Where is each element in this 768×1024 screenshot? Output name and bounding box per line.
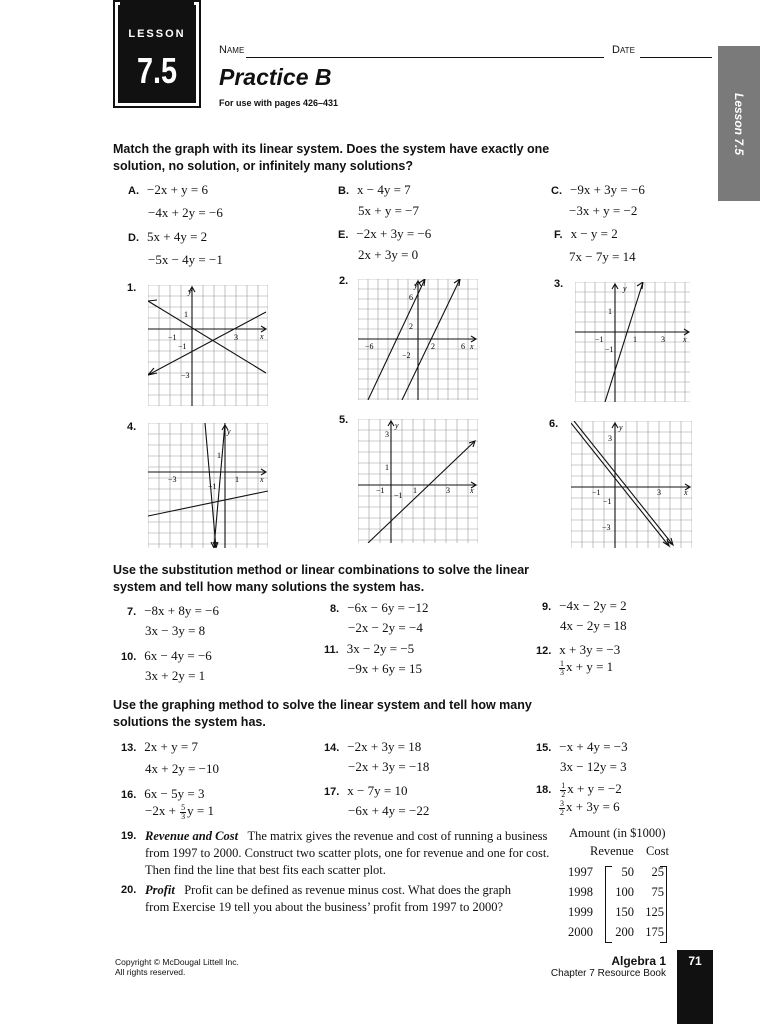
tick-label: −3 bbox=[181, 371, 190, 380]
tick-label: 1 bbox=[235, 475, 239, 484]
matrix-year: 1997 bbox=[568, 865, 593, 879]
section2-instruction: Use the substitution method or linear combinations to solve the linear system and tell how many solutions the system has. bbox=[113, 563, 530, 594]
matrix-revenue: 100 bbox=[615, 885, 634, 899]
graph-2 bbox=[358, 279, 478, 400]
date-label: Date bbox=[612, 44, 635, 56]
matrix-revenue: 150 bbox=[615, 905, 634, 919]
y-axis-label: y bbox=[414, 281, 418, 290]
problem-eq1: 2x + y = 7 bbox=[144, 739, 198, 754]
matrix-year: 2000 bbox=[568, 925, 593, 939]
tick-label: 6 bbox=[409, 293, 413, 302]
tick-label: 3 bbox=[608, 434, 612, 443]
y-axis-label: y bbox=[395, 421, 399, 430]
problem-16 bbox=[121, 785, 215, 821]
system-label: F. bbox=[554, 229, 563, 241]
problem-label: 10. bbox=[121, 651, 137, 663]
problem-eq1: x − 7y = 10 bbox=[347, 783, 408, 798]
problem-eq2: 3x − 12y = 3 bbox=[560, 759, 627, 774]
page-subtitle: For use with pages 426–431 bbox=[219, 98, 339, 108]
system-eq2: −5x − 4y = −1 bbox=[148, 252, 223, 267]
graph-label: 1. bbox=[127, 282, 137, 294]
tick-label: −1 bbox=[168, 333, 177, 342]
matrix-cost: 75 bbox=[651, 885, 664, 899]
page-number-box bbox=[677, 950, 713, 1024]
system-d bbox=[128, 228, 223, 267]
problem-eq2: $\frac{1}{3}$ x + y = 1 bbox=[560, 658, 614, 677]
system-eq1: −2x + 3y = −6 bbox=[356, 226, 432, 241]
copyright-line: Copyright © McDougal Littell Inc. bbox=[115, 957, 239, 967]
problem-label: 15. bbox=[536, 742, 552, 754]
problem-label: 8. bbox=[330, 603, 340, 615]
problem-14 bbox=[324, 738, 430, 774]
matrix-col-cost: Cost bbox=[646, 844, 669, 858]
problem-18 bbox=[536, 780, 622, 817]
system-eq2: 5x + y = −7 bbox=[358, 203, 419, 218]
system-a bbox=[128, 181, 223, 220]
tick-label: 6 bbox=[461, 342, 465, 351]
problem-eq1: −2x + 3y = 18 bbox=[347, 739, 422, 754]
problem-eq2: 3x − 3y = 8 bbox=[145, 623, 206, 638]
y-axis-label: y bbox=[623, 284, 627, 293]
system-eq1: x − 4y = 7 bbox=[357, 182, 411, 197]
problem-label: 9. bbox=[542, 601, 552, 613]
system-label: D. bbox=[128, 232, 139, 244]
lesson-word: LESSON bbox=[128, 28, 186, 40]
problem-eq2: −6x + 4y = −22 bbox=[348, 803, 430, 818]
tick-label: 1 bbox=[217, 451, 221, 460]
graph-label: 6. bbox=[549, 418, 559, 430]
y-axis-label: y bbox=[188, 287, 192, 296]
x-axis-label: x bbox=[260, 475, 264, 484]
matrix-cost: 175 bbox=[645, 925, 664, 939]
tick-label: −2 bbox=[402, 351, 411, 360]
tick-label: 2 bbox=[409, 322, 413, 331]
system-c bbox=[551, 181, 645, 218]
x-axis-label: x bbox=[684, 488, 688, 497]
graph-1 bbox=[148, 285, 268, 406]
page-number: 71 bbox=[688, 954, 702, 968]
date-line[interactable] bbox=[640, 57, 712, 58]
tick-label: 1 bbox=[385, 463, 389, 472]
system-label: E. bbox=[338, 229, 349, 241]
system-eq1: 5x + 4y = 2 bbox=[147, 229, 208, 244]
section1-instruction: Match the graph with its linear system. Does the system have exactly one solution, no solution, or infinitely many solutions? bbox=[113, 142, 550, 173]
system-eq2: 7x − 7y = 14 bbox=[569, 249, 636, 264]
system-label: B. bbox=[338, 185, 349, 197]
x-axis-label: x bbox=[260, 332, 264, 341]
side-tab-label: Lesson 7.5 bbox=[732, 92, 746, 155]
tick-label: −1 bbox=[603, 497, 612, 506]
name-label: Name bbox=[219, 44, 245, 56]
problem-12 bbox=[536, 641, 621, 677]
book-title: Algebra 1 bbox=[611, 954, 666, 968]
problem-9 bbox=[542, 597, 627, 633]
problem-eq2: −2x + 3y = −18 bbox=[348, 759, 430, 774]
problem-eq1: −6x − 6y = −12 bbox=[347, 600, 429, 615]
problem-label: 7. bbox=[127, 606, 137, 618]
graph-label: 5. bbox=[339, 414, 349, 426]
fraction: $\frac{1}{2}$ bbox=[561, 780, 566, 799]
problem-15 bbox=[536, 738, 628, 774]
problem-eq2: −2x + $\frac{5}{3}$ y = 1 bbox=[145, 802, 215, 821]
problem-eq2: −9x + 6y = 15 bbox=[348, 661, 422, 676]
fraction: $\frac{3}{2}$ bbox=[560, 798, 564, 817]
system-label: A. bbox=[128, 185, 139, 197]
matrix-col-revenue: Revenue bbox=[590, 844, 634, 858]
tick-label: 3 bbox=[661, 335, 665, 344]
resource-book: Chapter 7 Resource Book bbox=[550, 968, 666, 979]
exercise-19-title: Revenue and Cost bbox=[145, 829, 239, 843]
tick-label: −3 bbox=[602, 523, 611, 532]
problem-eq2: −2x − 2y = −4 bbox=[348, 620, 423, 635]
x-axis-label: x bbox=[470, 486, 474, 495]
graph-6 bbox=[571, 421, 692, 548]
problem-eq1: −4x − 2y = 2 bbox=[559, 598, 627, 613]
problem-label: 17. bbox=[324, 786, 340, 798]
problem-eq1: 6x − 5y = 3 bbox=[144, 786, 205, 801]
system-eq2: −4x + 2y = −6 bbox=[148, 205, 223, 220]
lesson-number: 7.5 bbox=[136, 50, 178, 91]
x-axis-label: x bbox=[683, 335, 687, 344]
system-b bbox=[338, 181, 419, 218]
matrix-year: 1998 bbox=[568, 885, 593, 899]
problem-eq2: 4x + 2y = −10 bbox=[145, 761, 219, 776]
system-eq2: −3x + y = −2 bbox=[569, 203, 638, 218]
matrix-cost: 25 bbox=[651, 865, 664, 879]
tick-label: 1 bbox=[184, 310, 188, 319]
system-eq1: −2x + y = 6 bbox=[147, 182, 208, 197]
tick-label: −1 bbox=[592, 488, 601, 497]
system-eq1: x − y = 2 bbox=[570, 226, 618, 241]
problem-label: 13. bbox=[121, 742, 137, 754]
fraction: $\frac{5}{3}$ bbox=[181, 802, 186, 821]
exercise-20-text: Profit Profit can be defined as revenue minus cost. What does the graph from Exercise 19 tell you about the business’ profit from 1997 to 2000? bbox=[145, 883, 511, 914]
problem-8 bbox=[330, 599, 429, 635]
problem-10 bbox=[121, 647, 212, 683]
graph-label: 2. bbox=[339, 275, 349, 287]
problem-11 bbox=[324, 640, 422, 676]
tick-label: −1 bbox=[595, 335, 604, 344]
graph-5 bbox=[358, 419, 478, 543]
exercise-20-label: 20. bbox=[121, 884, 137, 896]
matrix-cost: 125 bbox=[645, 905, 664, 919]
problem-eq2: $\frac{3}{2}$ x + 3y = 6 bbox=[560, 798, 620, 817]
problem-label: 18. bbox=[536, 784, 552, 796]
tick-label: −1 bbox=[376, 486, 385, 495]
tick-label: 3 bbox=[234, 333, 238, 342]
tick-label: 1 bbox=[633, 335, 637, 344]
matrix-year: 1999 bbox=[568, 905, 593, 919]
problem-13 bbox=[121, 738, 219, 776]
section3-instruction: Use the graphing method to solve the linear system and tell how many solutions the system has. bbox=[113, 698, 532, 729]
graph-3 bbox=[575, 282, 690, 402]
tick-label: 3 bbox=[657, 488, 661, 497]
graph-4 bbox=[148, 423, 268, 548]
page-title: Practice B bbox=[219, 64, 332, 90]
problem-label: 16. bbox=[121, 789, 137, 801]
problem-eq2: 4x − 2y = 18 bbox=[560, 618, 627, 633]
system-label: C. bbox=[551, 185, 562, 197]
y-axis-label: y bbox=[619, 423, 623, 432]
tick-label: −3 bbox=[168, 475, 177, 484]
lesson-badge bbox=[113, 0, 201, 108]
problem-eq1: −8x + 8y = −6 bbox=[144, 603, 220, 618]
problem-eq1: x + 3y = −3 bbox=[559, 642, 621, 657]
problem-eq1: −x + 4y = −3 bbox=[559, 739, 628, 754]
matrix-revenue: 50 bbox=[621, 865, 634, 879]
problem-17 bbox=[324, 782, 430, 818]
tick-label: −1 bbox=[178, 342, 187, 351]
exercise-20-title: Profit bbox=[145, 883, 175, 897]
tick-label: 2 bbox=[431, 342, 435, 351]
problem-label: 11. bbox=[324, 644, 339, 656]
problem-eq1: 6x − 4y = −6 bbox=[144, 648, 212, 663]
tick-label: −1 bbox=[208, 482, 217, 491]
tick-label: −6 bbox=[365, 342, 374, 351]
x-axis-label: x bbox=[470, 342, 474, 351]
system-eq1: −9x + 3y = −6 bbox=[570, 182, 645, 197]
tick-label: −1 bbox=[394, 491, 403, 500]
tick-label: −1 bbox=[605, 345, 614, 354]
y-axis-label: y bbox=[227, 427, 231, 436]
graph-label: 4. bbox=[127, 421, 137, 433]
system-e bbox=[338, 225, 432, 262]
matrix-revenue: 200 bbox=[615, 925, 634, 939]
system-f bbox=[554, 225, 636, 264]
exercise-19-text: Revenue and Cost The matrix gives the revenue and cost of running a business from 1997 to 2000. Construct two scatter plots, one for revenue and one for cost. Then find the line that best fits each scatter plot. bbox=[145, 829, 550, 877]
problem-label: 14. bbox=[324, 742, 340, 754]
problem-7 bbox=[127, 602, 220, 638]
graph-label: 3. bbox=[554, 278, 564, 290]
problem-eq1: $\frac{1}{2}$ x + y = −2 bbox=[561, 780, 622, 799]
fraction: $\frac{1}{3}$ bbox=[560, 658, 564, 677]
tick-label: 3 bbox=[446, 486, 450, 495]
system-eq2: 2x + 3y = 0 bbox=[358, 247, 419, 262]
problem-eq2: 3x + 2y = 1 bbox=[145, 668, 206, 683]
tick-label: 3 bbox=[385, 430, 389, 439]
problem-eq1: 3x − 2y = −5 bbox=[346, 641, 415, 656]
copyright-line: All rights reserved. bbox=[115, 967, 186, 977]
problem-label: 12. bbox=[536, 645, 552, 657]
side-tab bbox=[718, 46, 760, 201]
exercise-19-label: 19. bbox=[121, 830, 137, 842]
matrix-caption: Amount (in $1000) bbox=[569, 826, 666, 840]
tick-label: 1 bbox=[608, 307, 612, 316]
name-line[interactable] bbox=[246, 57, 604, 58]
copyright bbox=[115, 957, 239, 977]
tick-label: 1 bbox=[413, 486, 417, 495]
